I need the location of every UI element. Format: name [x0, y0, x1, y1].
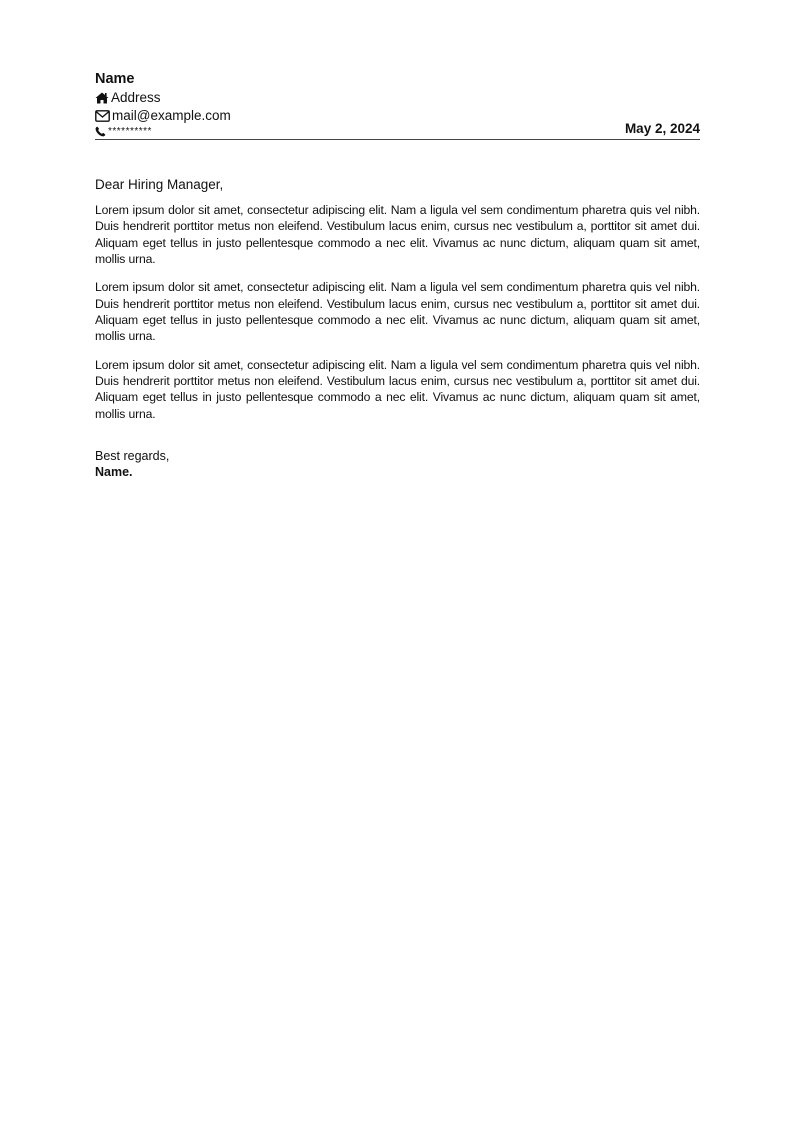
- body-paragraph-3: Lorem ipsum dolor sit amet, consectetur adipiscing elit. Nam a ligula vel sem condimentum pharetra quis vel nibh. Duis hendrerit porttitor metus non eleifend. Vestibulum lacus enim, cursus nec vestibulum a, porttitor sit amet dui. Aliquam eget tellus in justo pellentesque commodo a nec elit. Vivamus ac nunc dictum, aliquam quam sit amet, mollis urna.: [95, 357, 700, 421]
- letter-header: [95, 70, 700, 140]
- address-line: [95, 89, 700, 107]
- body-paragraph-2: Lorem ipsum dolor sit amet, consectetur adipiscing elit. Nam a ligula vel sem condimentum pharetra quis vel nibh. Duis hendrerit porttitor metus non eleifend. Vestibulum lacus enim, cursus nec vestibulum a, porttitor sit amet dui. Aliquam eget tellus in justo pellentesque commodo a nec elit. Vivamus ac nunc dictum, aliquam quam sit amet, mollis urna.: [95, 280, 700, 344]
- letter-page: [95, 70, 700, 480]
- phone-text: **********: [108, 126, 152, 137]
- home-icon: [95, 92, 109, 104]
- email-line: [95, 107, 700, 125]
- letter-date: May 2, 2024: [624, 121, 700, 136]
- envelope-icon: [95, 110, 110, 122]
- email-text[interactable]: mail@example.com: [112, 108, 231, 123]
- phone-line: [95, 125, 700, 138]
- body-paragraph-1: Lorem ipsum dolor sit amet, consectetur adipiscing elit. Nam a ligula vel sem condimentum pharetra quis vel nibh. Duis hendrerit porttitor metus non eleifend. Vestibulum lacus enim, cursus nec vestibulum a, porttitor sit amet dui. Aliquam eget tellus in justo pellentesque commodo a nec elit. Vivamus ac nunc dictum, aliquam quam sit amet, mollis urna.: [95, 203, 700, 266]
- signature: Name.: [95, 464, 133, 479]
- phone-icon: [95, 126, 106, 137]
- address-text: Address: [111, 90, 161, 105]
- greeting: Dear Hiring Manager,: [95, 177, 224, 192]
- sender-name: Name: [95, 71, 135, 87]
- closing: Best regards,: [95, 448, 170, 463]
